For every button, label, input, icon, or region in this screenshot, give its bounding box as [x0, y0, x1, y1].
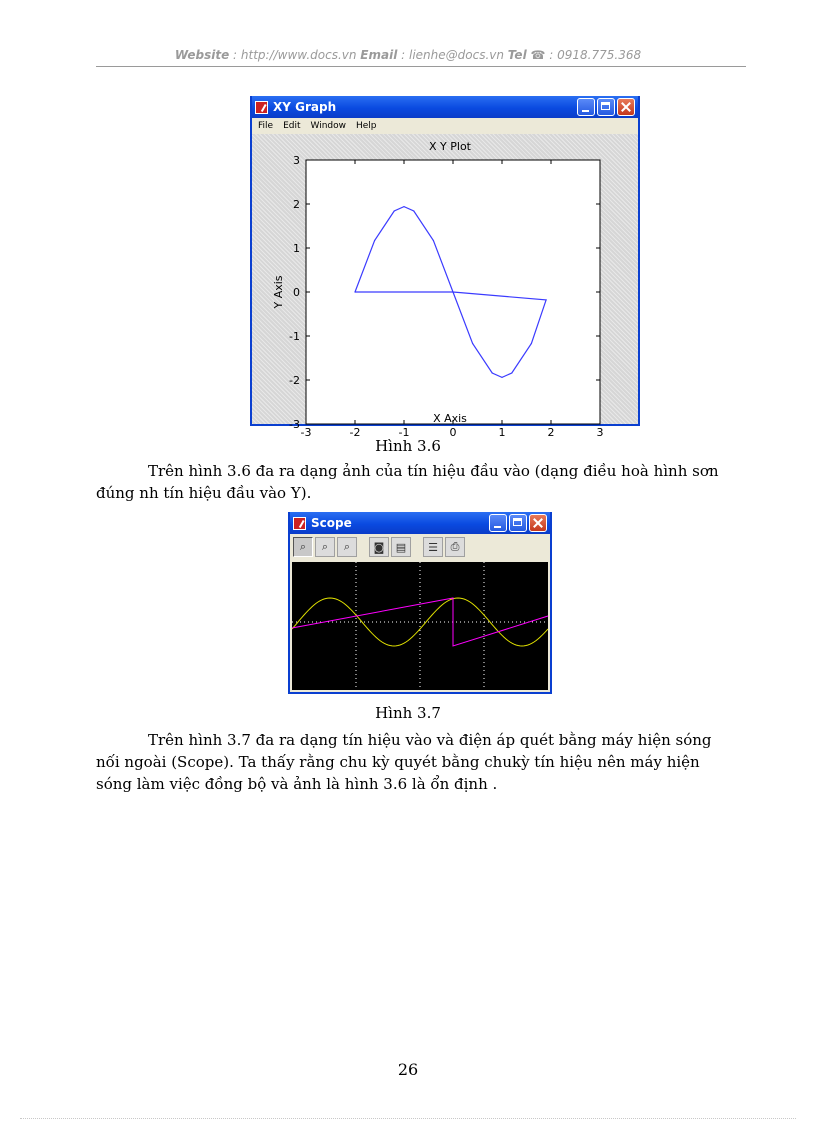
footer-divider — [20, 1118, 796, 1119]
zoom-icon[interactable]: ⌕ — [293, 537, 313, 557]
maximize-icon[interactable] — [509, 514, 527, 532]
x-tick-label: 1 — [498, 426, 506, 439]
y-tick-label: 0 — [293, 286, 300, 299]
scope-display — [292, 562, 548, 690]
y-tick-label: -2 — [289, 374, 300, 387]
y-tick-label: -3 — [289, 418, 300, 431]
x-tick-label: -3 — [300, 426, 312, 439]
website-label: Website — [174, 48, 230, 62]
menu-edit[interactable]: Edit — [283, 121, 301, 131]
series-point — [394, 210, 395, 211]
x-tick-label: 3 — [596, 426, 604, 439]
close-icon[interactable] — [617, 98, 635, 116]
paragraph-2 — [96, 729, 736, 795]
series-point — [452, 291, 453, 292]
menu-file[interactable]: File — [258, 121, 274, 131]
series-point — [413, 210, 414, 211]
series-point — [531, 343, 532, 344]
paragraph-1 — [96, 460, 736, 504]
zoom-y-icon[interactable]: ⌕ — [337, 537, 357, 557]
matlab-icon — [293, 517, 306, 530]
y-tick-label: 2 — [293, 198, 300, 211]
website-value: : http://www.docs.vn — [229, 48, 361, 62]
xy-graph-titlebar[interactable] — [252, 96, 638, 118]
xy-plot-area — [252, 134, 638, 439]
figure-caption-3-7: Hình 3.7 — [375, 704, 441, 722]
menu-help[interactable]: Help — [356, 121, 377, 131]
y-tick-label: 1 — [293, 242, 300, 255]
scope-plot — [292, 562, 548, 688]
close-icon[interactable] — [529, 514, 547, 532]
series-point — [546, 299, 547, 300]
series-point — [472, 343, 473, 344]
tel-value: ☎ : 0918.775.368 — [526, 48, 642, 62]
print-icon[interactable]: ⎙ — [445, 537, 465, 557]
y-axis-label: Y Axis — [272, 275, 285, 309]
scope-toolbar — [290, 534, 550, 560]
menu-window[interactable]: Window — [310, 121, 346, 131]
scope-window — [288, 512, 552, 694]
minimize-icon[interactable] — [577, 98, 595, 116]
save-axes-icon[interactable]: ▤ — [391, 537, 411, 557]
x-tick-label: 2 — [547, 426, 555, 439]
matlab-icon — [255, 101, 268, 114]
page-number: 26 — [397, 1060, 419, 1079]
xy-plot-chart — [252, 134, 638, 439]
series-point — [511, 372, 512, 373]
figure-caption-3-6: Hình 3.6 — [375, 437, 441, 455]
binoculars-icon[interactable]: ◙ — [369, 537, 389, 557]
minimize-icon[interactable] — [489, 514, 507, 532]
scope-title: Scope — [311, 516, 352, 530]
series-point — [354, 291, 355, 292]
page-header — [0, 48, 816, 62]
maximize-icon[interactable] — [597, 98, 615, 116]
zoom-x-icon[interactable]: ⌕ — [315, 537, 335, 557]
chart-title: X Y Plot — [429, 140, 471, 153]
paragraph-1-text: Trên hình 3.6 đa ra dạng ảnh của tín hiệu đầu vào (dạng điều hoà hình sơn đúng nh tín hiệu đầu vào Y). — [96, 462, 719, 502]
y-tick-label: -1 — [289, 330, 300, 343]
email-value: : lienhe@docs.vn — [397, 48, 508, 62]
properties-icon[interactable]: ☰ — [423, 537, 443, 557]
paragraph-2-text: Trên hình 3.7 đa ra dạng tín hiệu vào và điện áp quét bằng máy hiện sóng nối ngoài (Scope). Ta thấy rằng chu kỳ quyét bằng chukỳ tín hiệu nên máy hiện sóng làm việc đồng bộ và ảnh là hình 3.6 là ổn định . — [96, 731, 712, 793]
x-tick-label: -2 — [349, 426, 361, 439]
x-tick-label: 0 — [449, 426, 457, 439]
xy-graph-menubar — [252, 118, 638, 134]
series-point — [403, 206, 404, 207]
email-label: Email — [360, 48, 398, 62]
header-divider — [96, 66, 746, 67]
y-tick-label: 3 — [293, 154, 300, 167]
x-axis-label: X Axis — [433, 412, 467, 425]
scope-titlebar[interactable] — [290, 512, 550, 534]
x-tick-label: -1 — [398, 426, 410, 439]
tel-label: Tel — [507, 48, 527, 62]
xy-graph-title: XY Graph — [273, 100, 337, 114]
xy-graph-window — [250, 96, 640, 439]
series-point — [433, 240, 434, 241]
series-point — [501, 377, 502, 378]
series-point — [374, 240, 375, 241]
series-point — [492, 372, 493, 373]
